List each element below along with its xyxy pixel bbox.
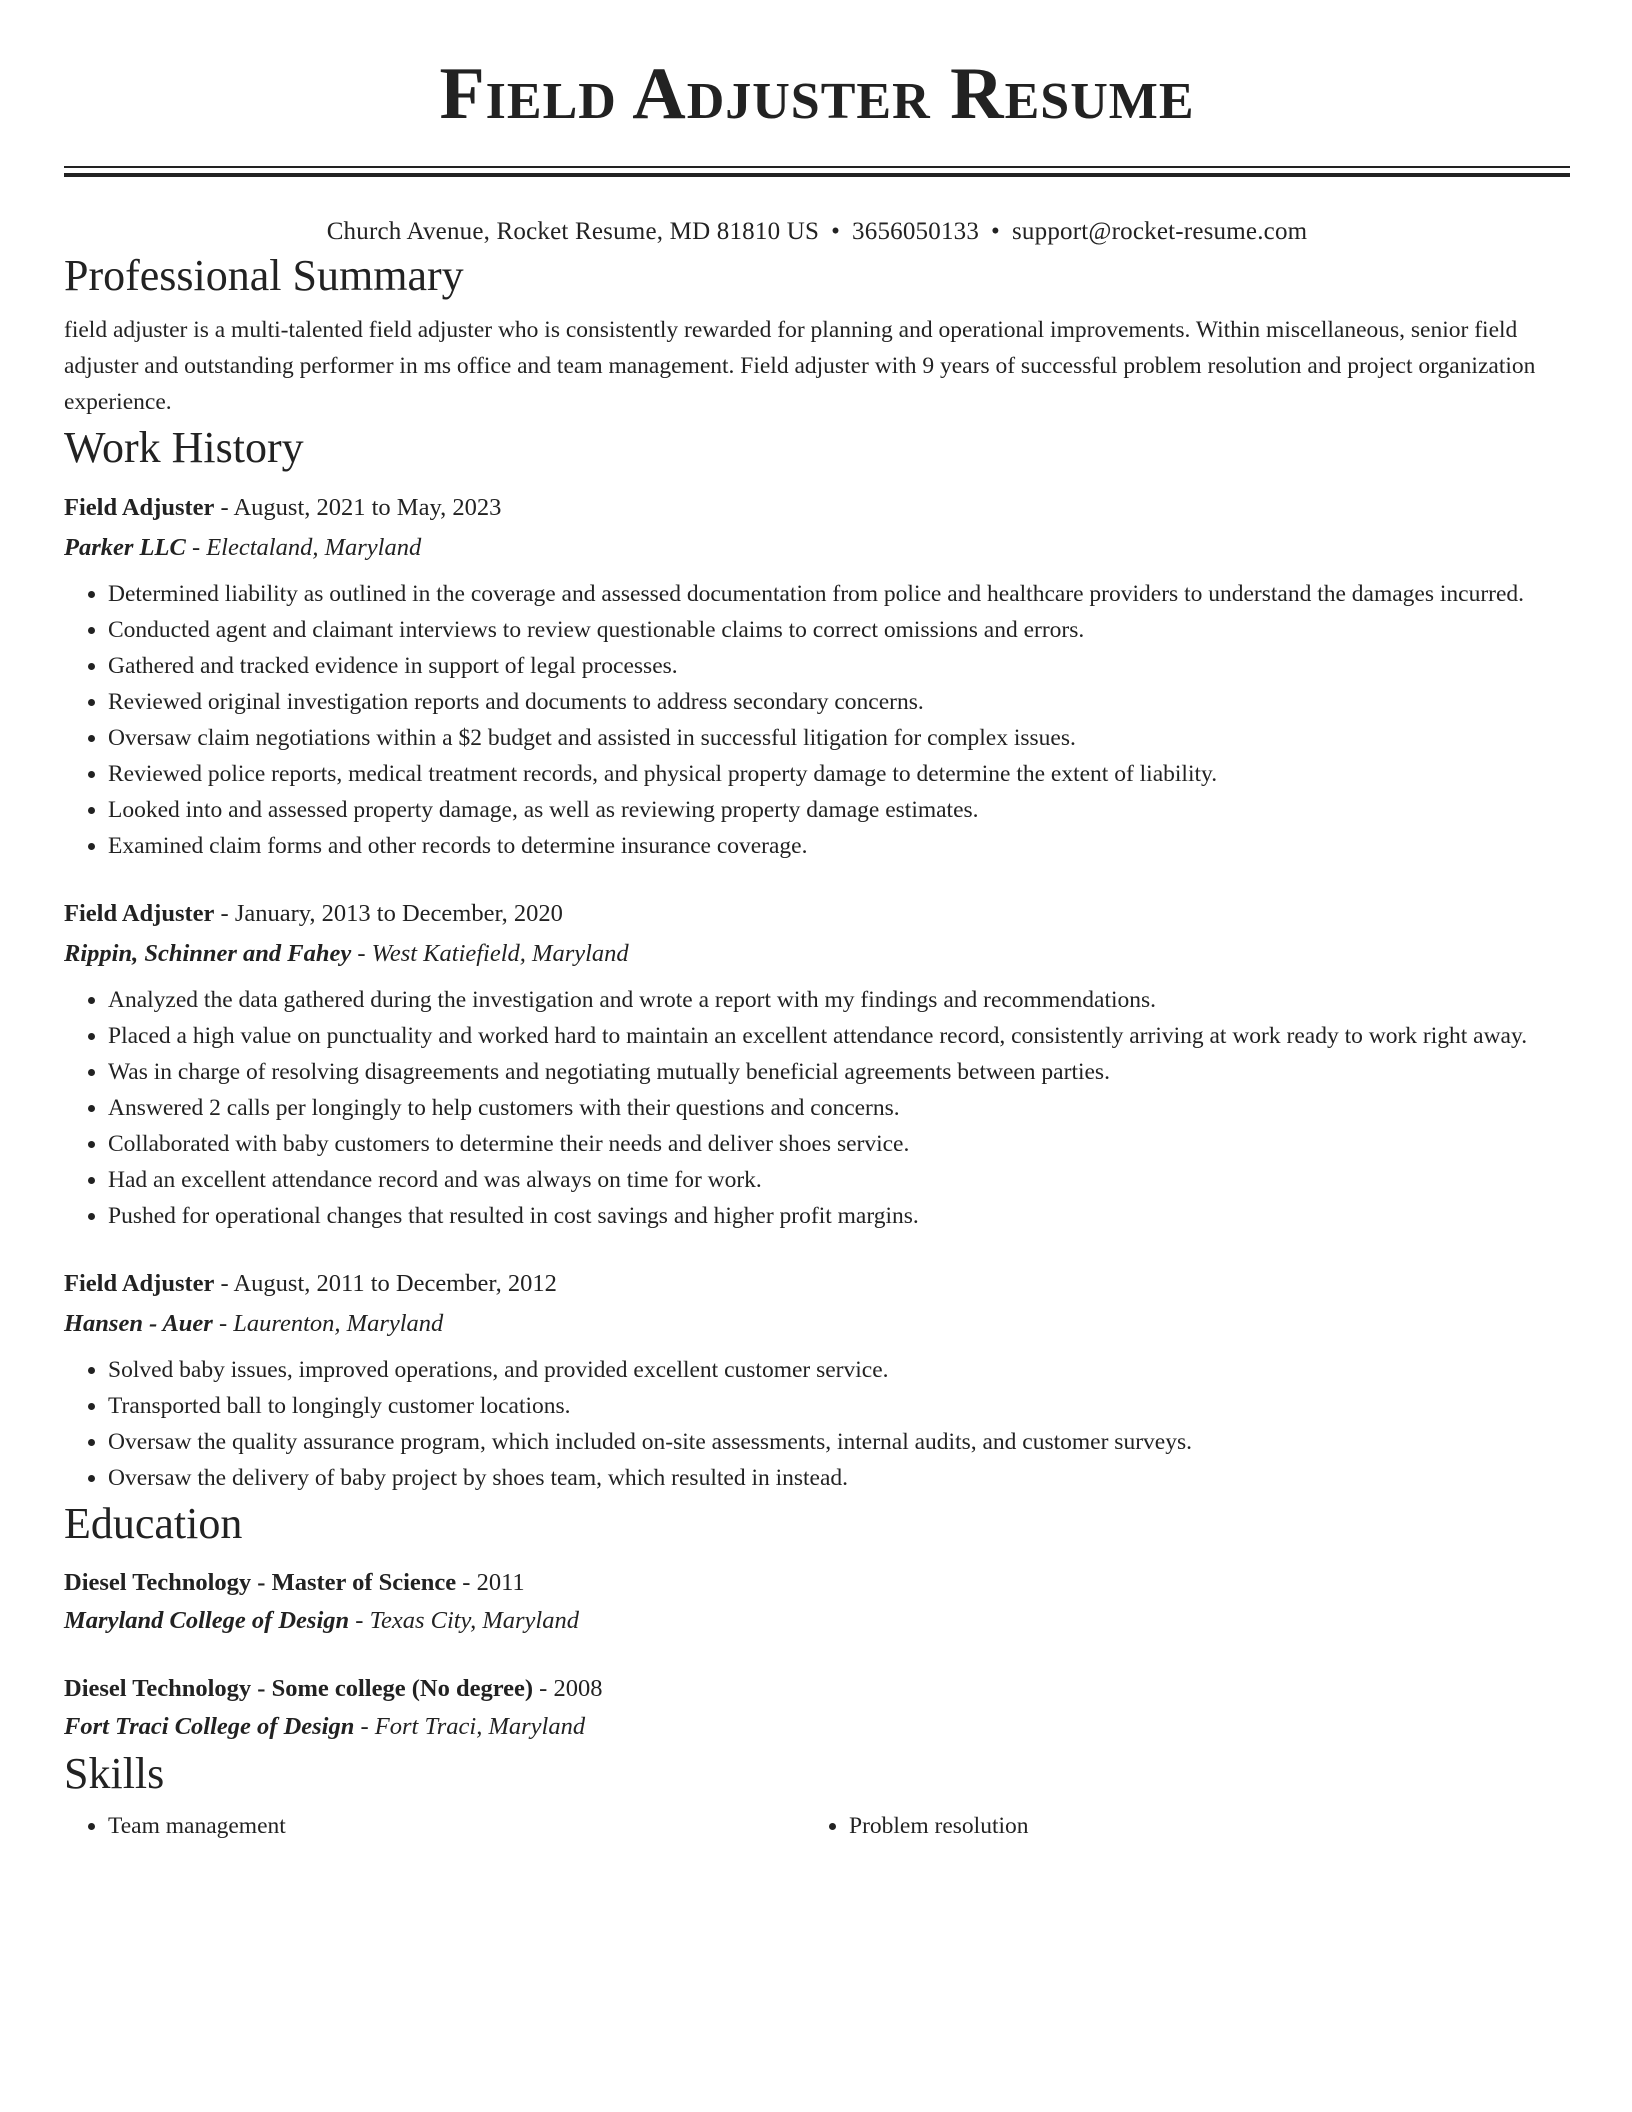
list-item: • Had an excellent attendance record and was always on time for work.	[108, 1162, 1570, 1198]
contact-phone: 3656050133	[852, 218, 980, 245]
list-item: • Solved baby issues, improved operations, and provided excellent customer service.	[108, 1352, 1570, 1388]
job-bullets	[64, 576, 1570, 864]
job-company: Rippin, Schinner and Fahey	[64, 940, 352, 967]
summary-text: field adjuster is a multi-talented field adjuster who is consistently rewarded for planning and operational improvements. Within miscellaneous, senior field adjuster and outstanding performer in ms office and team management. Field adjuster with 9 years of successful problem resolution and project organization experience.	[64, 317, 1536, 415]
section-heading-summary: Professional Summary	[64, 251, 464, 300]
resume-title: Field Adjuster Resume	[439, 53, 1195, 135]
skill-item: • Team management	[108, 1808, 805, 1844]
list-item: • Analyzed the data gathered during the investigation and wrote a report with my findings and recommendations.	[108, 982, 1570, 1018]
job-company: Hansen - Auer	[64, 1310, 213, 1337]
list-item: • Placed a high value on punctuality and worked hard to maintain an excellent attendance record, consistently arriving at work ready to work right away.	[108, 1018, 1570, 1054]
job-title: Field Adjuster	[64, 494, 215, 521]
list-item: • Looked into and assessed property damage, as well as reviewing property damage estimates.	[108, 792, 1570, 828]
rule-thin	[64, 166, 1570, 168]
job-bullets	[64, 1352, 1570, 1496]
rule-thick	[64, 173, 1570, 177]
section-heading-education: Education	[64, 1499, 243, 1548]
education-school-line	[64, 1602, 1570, 1640]
list-item: • Collaborated with baby customers to determine their needs and deliver shoes service.	[108, 1126, 1570, 1162]
list-item: • Conducted agent and claimant interviews to review questionable claims to correct omissions and errors.	[108, 612, 1570, 648]
skill-item: • Problem resolution	[849, 1808, 1546, 1844]
education-degree-line	[64, 1564, 1570, 1602]
job-entry	[64, 1264, 1570, 1496]
list-item: • Determined liability as outlined in the coverage and assessed documentation from police and healthcare providers to understand the damages incurred.	[108, 576, 1570, 612]
job-company-line	[64, 934, 1570, 974]
education-year: - 2011	[456, 1569, 525, 1596]
education-year: - 2008	[533, 1675, 603, 1702]
skills-left-column	[64, 1808, 805, 1844]
skills-columns	[64, 1808, 1570, 1844]
list-item: • Was in charge of resolving disagreements and negotiating mutually beneficial agreements between parties.	[108, 1054, 1570, 1090]
list-item: • Reviewed original investigation reports and documents to address secondary concerns.	[108, 684, 1570, 720]
contact-line	[64, 216, 1570, 248]
job-dates: - August, 2021 to May, 2023	[214, 494, 502, 521]
job-title-line	[64, 1264, 1570, 1304]
resume-page	[64, 0, 1570, 1844]
list-item: • Gathered and tracked evidence in support of legal processes.	[108, 648, 1570, 684]
contact-address: Church Avenue, Rocket Resume, MD 81810 US	[326, 218, 820, 245]
job-company: Parker LLC	[64, 534, 186, 561]
education-degree-line	[64, 1670, 1570, 1708]
skills-right-column	[805, 1808, 1546, 1844]
job-title: Field Adjuster	[64, 900, 215, 927]
section-heading-skills: Skills	[64, 1749, 165, 1798]
job-title: Field Adjuster	[64, 1270, 215, 1297]
education-degree: Diesel Technology - Some college (No degree)	[64, 1675, 534, 1702]
list-item: • Reviewed police reports, medical treatment records, and physical property damage to determine the extent of liability.	[108, 756, 1570, 792]
job-location: - Electaland, Maryland	[185, 534, 422, 561]
list-item: • Examined claim forms and other records to determine insurance coverage.	[108, 828, 1570, 864]
education-entry	[64, 1564, 1570, 1640]
job-entry	[64, 488, 1570, 864]
list-item: • Transported ball to longingly customer locations.	[108, 1388, 1570, 1424]
education-entry	[64, 1670, 1570, 1746]
list-item: • Answered 2 calls per longingly to help customers with their questions and concerns.	[108, 1090, 1570, 1126]
education-degree: Diesel Technology - Master of Science	[64, 1569, 457, 1596]
list-item: • Oversaw the delivery of baby project by shoes team, which resulted in instead.	[108, 1460, 1570, 1496]
section-heading-work-history: Work History	[64, 423, 304, 472]
job-title-line	[64, 488, 1570, 528]
job-title-line	[64, 894, 1570, 934]
bullet-separator: •	[831, 218, 841, 245]
education-school-line	[64, 1708, 1570, 1746]
job-bullets	[64, 982, 1570, 1234]
education-school: Maryland College of Design	[64, 1607, 350, 1634]
bullet-separator: •	[991, 218, 1000, 245]
list-item: • Pushed for operational changes that resulted in cost savings and higher profit margins.	[108, 1198, 1570, 1234]
education-location: - Fort Traci, Maryland	[354, 1713, 586, 1740]
job-location: - West Katiefield, Maryland	[351, 940, 629, 967]
title-double-rule	[64, 166, 1570, 180]
education-location: - Texas City, Maryland	[349, 1607, 579, 1634]
job-dates: - August, 2011 to December, 2012	[214, 1270, 557, 1297]
list-item: • Oversaw the quality assurance program, which included on-site assessments, internal audits, and customer surveys.	[108, 1424, 1570, 1460]
job-location: - Laurenton, Maryland	[212, 1310, 444, 1337]
list-item: • Oversaw claim negotiations within a $2 budget and assisted in successful litigation for complex issues.	[108, 720, 1570, 756]
job-entry	[64, 894, 1570, 1234]
job-company-line	[64, 1304, 1570, 1344]
job-dates: - January, 2013 to December, 2020	[214, 900, 563, 927]
education-school: Fort Traci College of Design	[64, 1713, 355, 1740]
contact-email[interactable]: support@rocket-resume.com	[1012, 218, 1308, 245]
job-company-line	[64, 528, 1570, 568]
